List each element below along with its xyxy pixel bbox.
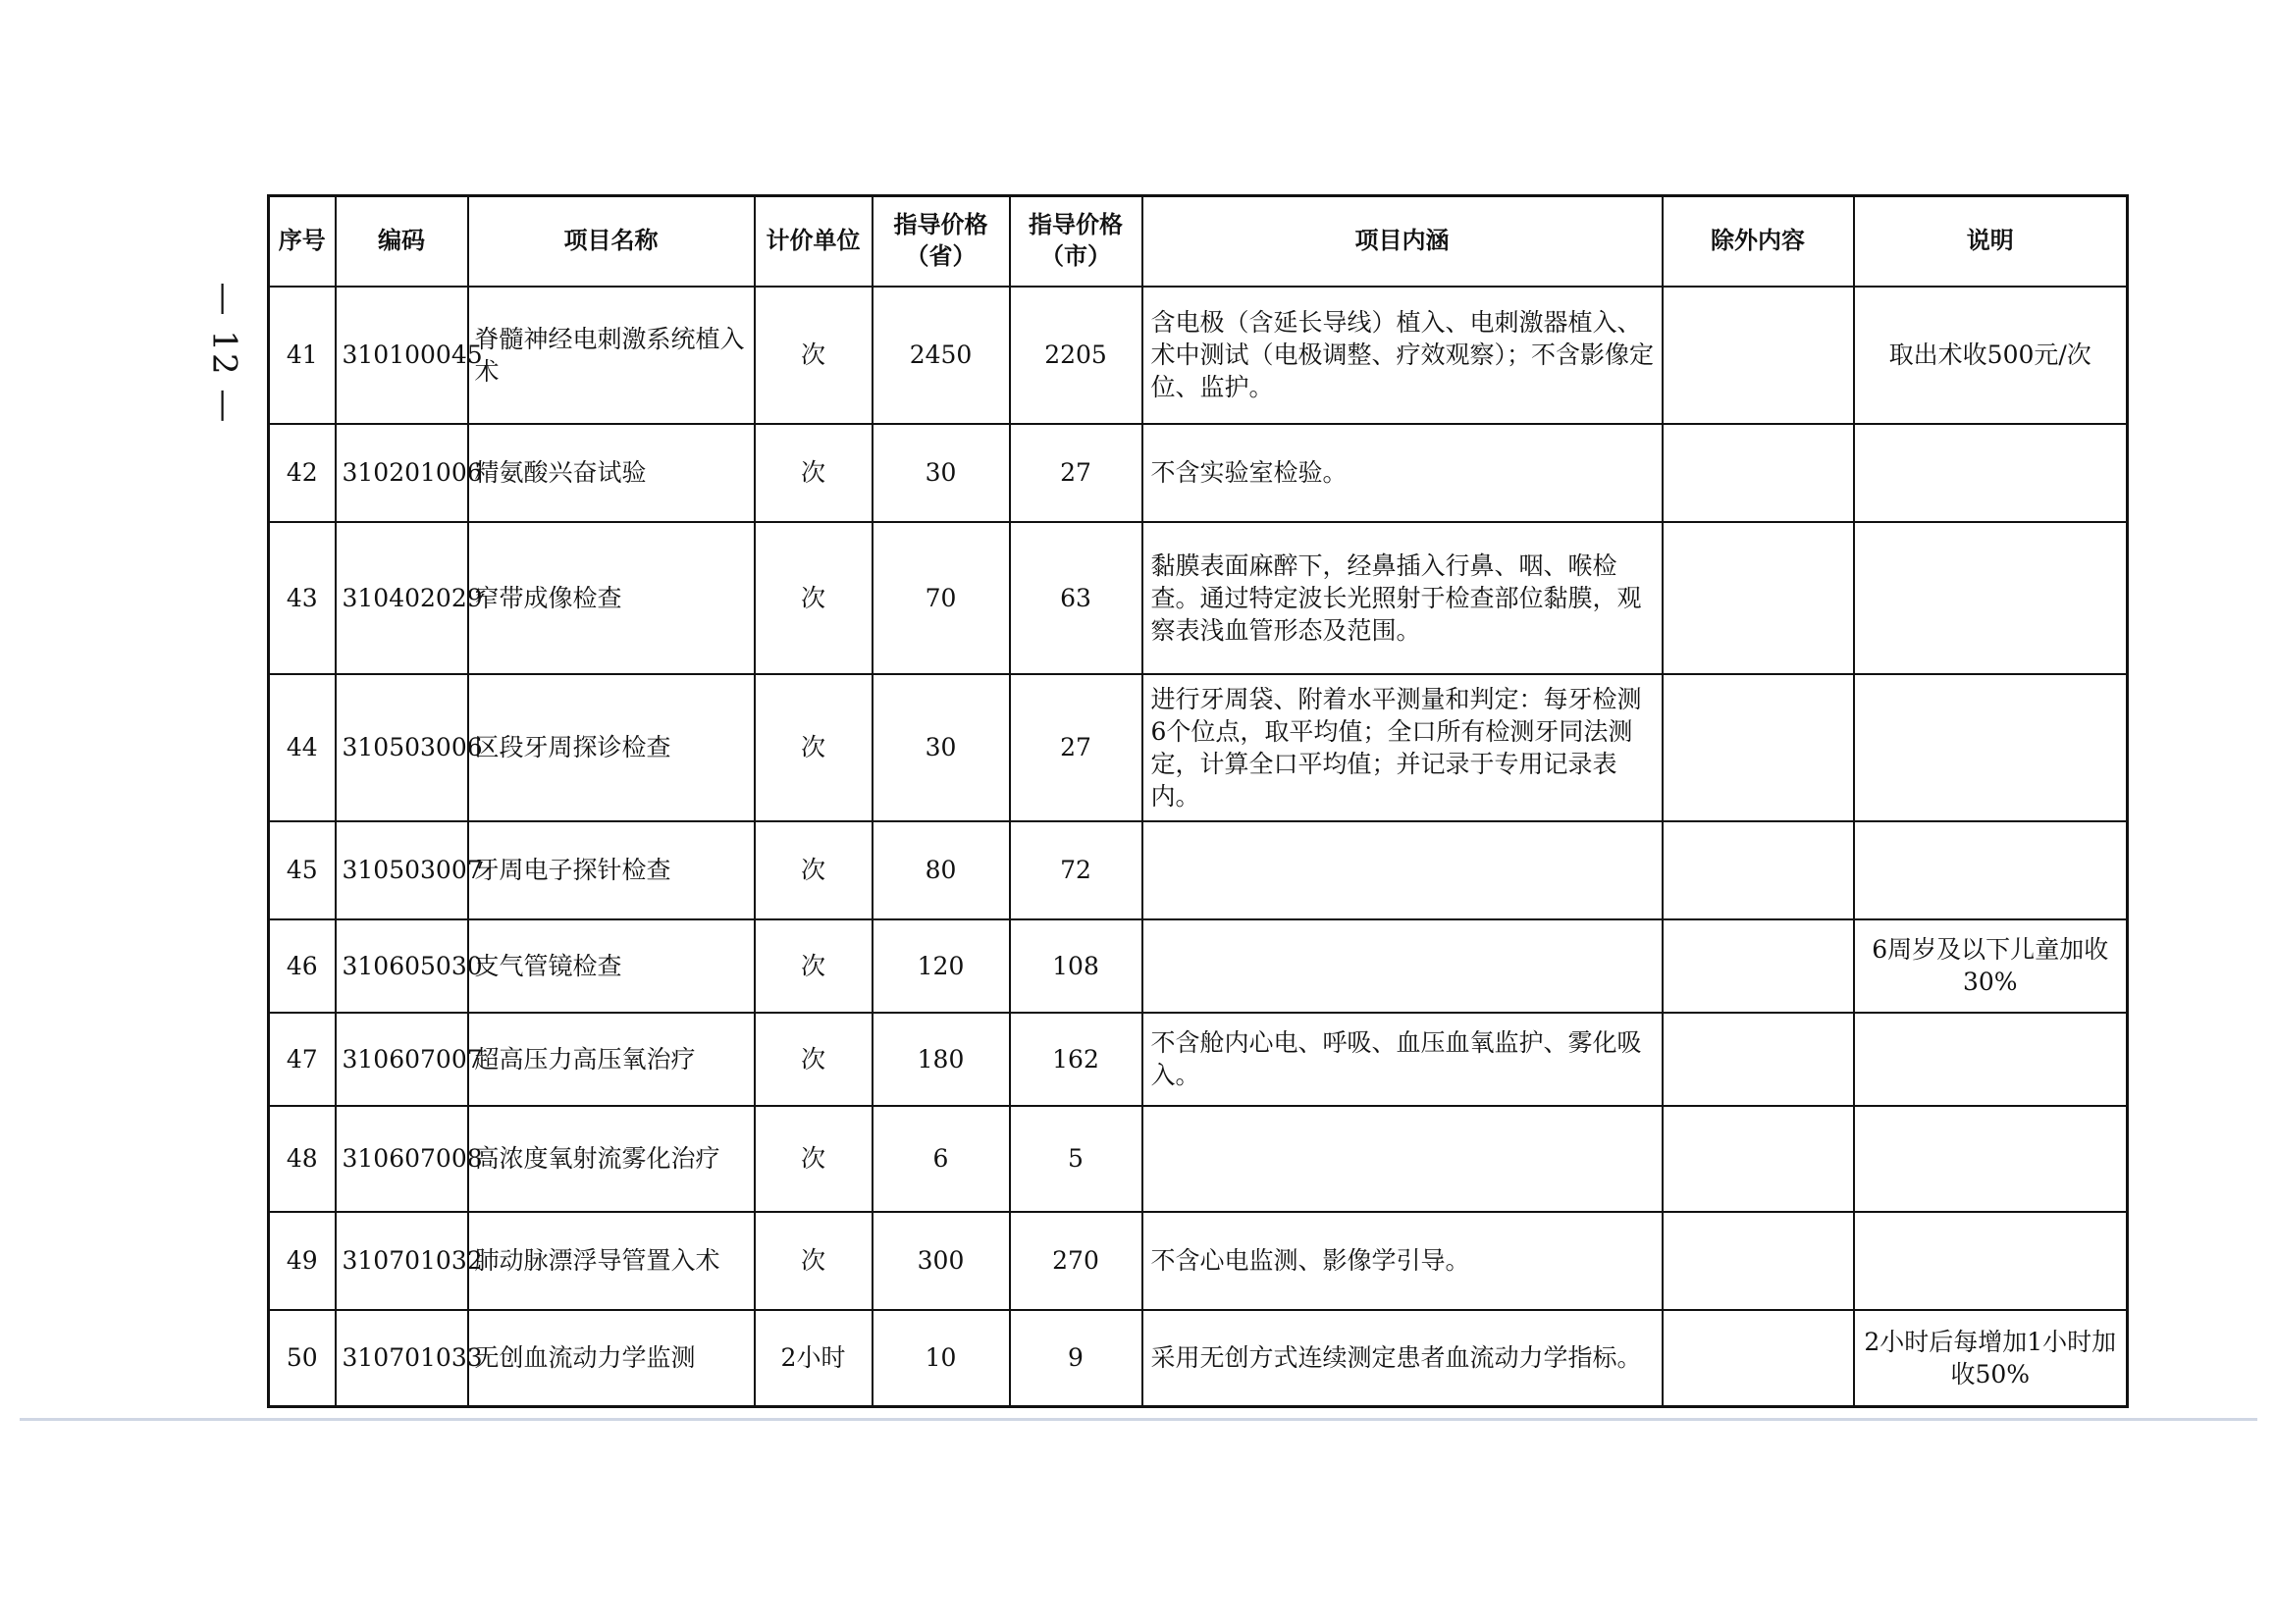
- cell-unit: 2小时: [755, 1310, 873, 1407]
- header-exclusions: 除外内容: [1663, 196, 1854, 287]
- cell-unit: 次: [755, 1212, 873, 1310]
- cell-unit: 次: [755, 919, 873, 1013]
- cell-notes: [1854, 1106, 2128, 1212]
- cell-price-province: 80: [873, 821, 1010, 919]
- cell-exclusions: [1663, 821, 1854, 919]
- header-code: 编码: [336, 196, 468, 287]
- table-row: [269, 674, 2128, 821]
- cell-exclusions: [1663, 919, 1854, 1013]
- cell-content: 采用无创方式连续测定患者血流动力学指标。: [1142, 1310, 1663, 1407]
- table-row: [269, 287, 2128, 424]
- cell-name: 牙周电子探针检查: [468, 821, 755, 919]
- cell-name: 脊髓神经电刺激系统植入术: [468, 287, 755, 424]
- cell-seq: 43: [269, 522, 336, 674]
- header-price-province: 指导价格（省）: [873, 196, 1010, 287]
- cell-notes: [1854, 674, 2128, 821]
- cell-code: 310605030: [336, 919, 468, 1013]
- cell-price-city: 108: [1010, 919, 1142, 1013]
- page-bottom-rule: [20, 1418, 2257, 1421]
- cell-price-province: 6: [873, 1106, 1010, 1212]
- header-seq: 序号: [269, 196, 336, 287]
- cell-price-city: 63: [1010, 522, 1142, 674]
- header-notes: 说明: [1854, 196, 2128, 287]
- cell-seq: 44: [269, 674, 336, 821]
- cell-notes: 取出术收500元/次: [1854, 287, 2128, 424]
- cell-price-city: 27: [1010, 674, 1142, 821]
- cell-unit: 次: [755, 424, 873, 522]
- cell-notes: [1854, 1013, 2128, 1106]
- cell-price-city: 9: [1010, 1310, 1142, 1407]
- cell-exclusions: [1663, 674, 1854, 821]
- cell-name: 窄带成像检查: [468, 522, 755, 674]
- cell-exclusions: [1663, 1212, 1854, 1310]
- cell-seq: 47: [269, 1013, 336, 1106]
- cell-exclusions: [1663, 1310, 1854, 1407]
- cell-price-city: 270: [1010, 1212, 1142, 1310]
- cell-content: 黏膜表面麻醉下，经鼻插入行鼻、咽、喉检查。通过特定波长光照射于检查部位黏膜，观察表浅血管形态及范围。: [1142, 522, 1663, 674]
- cell-seq: 48: [269, 1106, 336, 1212]
- cell-content: [1142, 821, 1663, 919]
- cell-notes: [1854, 424, 2128, 522]
- cell-seq: 50: [269, 1310, 336, 1407]
- cell-notes: [1854, 821, 2128, 919]
- cell-exclusions: [1663, 522, 1854, 674]
- page-number: — 12 —: [204, 282, 244, 425]
- cell-price-province: 10: [873, 1310, 1010, 1407]
- cell-exclusions: [1663, 287, 1854, 424]
- cell-seq: 42: [269, 424, 336, 522]
- cell-unit: 次: [755, 1013, 873, 1106]
- cell-code: 310503006: [336, 674, 468, 821]
- cell-code: 310100045: [336, 287, 468, 424]
- cell-name: 精氨酸兴奋试验: [468, 424, 755, 522]
- cell-unit: 次: [755, 674, 873, 821]
- table-row: [269, 1310, 2128, 1407]
- header-unit: 计价单位: [755, 196, 873, 287]
- cell-price-city: 72: [1010, 821, 1142, 919]
- cell-content: 进行牙周袋、附着水平测量和判定：每牙检测6个位点，取平均值；全口所有检测牙同法测定，计算全口平均值；并记录于专用记录表内。: [1142, 674, 1663, 821]
- header-content: 项目内涵: [1142, 196, 1663, 287]
- cell-content: [1142, 1106, 1663, 1212]
- cell-code: 310607008: [336, 1106, 468, 1212]
- cell-name: 支气管镜检查: [468, 919, 755, 1013]
- table-row: [269, 424, 2128, 522]
- table-row: [269, 1212, 2128, 1310]
- price-table: [267, 194, 2129, 1408]
- cell-notes: [1854, 1212, 2128, 1310]
- cell-price-province: 180: [873, 1013, 1010, 1106]
- cell-notes: 6周岁及以下儿童加收30%: [1854, 919, 2128, 1013]
- cell-price-city: 5: [1010, 1106, 1142, 1212]
- cell-name: 高浓度氧射流雾化治疗: [468, 1106, 755, 1212]
- cell-content: [1142, 919, 1663, 1013]
- cell-code: 310701033: [336, 1310, 468, 1407]
- cell-code: 310607007: [336, 1013, 468, 1106]
- cell-code: 310503007: [336, 821, 468, 919]
- cell-content: 含电极（含延长导线）植入、电刺激器植入、术中测试（电极调整、疗效观察）；不含影像定位、监护。: [1142, 287, 1663, 424]
- header-name: 项目名称: [468, 196, 755, 287]
- cell-unit: 次: [755, 821, 873, 919]
- cell-unit: 次: [755, 287, 873, 424]
- cell-exclusions: [1663, 1106, 1854, 1212]
- cell-name: 无创血流动力学监测: [468, 1310, 755, 1407]
- cell-seq: 45: [269, 821, 336, 919]
- cell-notes: 2小时后每增加1小时加收50%: [1854, 1310, 2128, 1407]
- cell-code: 310701032: [336, 1212, 468, 1310]
- cell-price-province: 2450: [873, 287, 1010, 424]
- cell-notes: [1854, 522, 2128, 674]
- cell-seq: 46: [269, 919, 336, 1013]
- cell-price-city: 162: [1010, 1013, 1142, 1106]
- cell-content: 不含舱内心电、呼吸、血压血氧监护、雾化吸入。: [1142, 1013, 1663, 1106]
- cell-price-province: 300: [873, 1212, 1010, 1310]
- cell-content: 不含实验室检验。: [1142, 424, 1663, 522]
- table-header-row: [269, 196, 2128, 287]
- cell-name: 肺动脉漂浮导管置入术: [468, 1212, 755, 1310]
- cell-unit: 次: [755, 1106, 873, 1212]
- header-price-city: 指导价格（市）: [1010, 196, 1142, 287]
- cell-code: 310201006: [336, 424, 468, 522]
- table-row: [269, 522, 2128, 674]
- cell-price-city: 27: [1010, 424, 1142, 522]
- table-row: [269, 1106, 2128, 1212]
- cell-code: 310402029: [336, 522, 468, 674]
- cell-unit: 次: [755, 522, 873, 674]
- table-row: [269, 1013, 2128, 1106]
- cell-exclusions: [1663, 424, 1854, 522]
- cell-price-province: 30: [873, 674, 1010, 821]
- cell-price-province: 30: [873, 424, 1010, 522]
- table-row: [269, 821, 2128, 919]
- cell-name: 超高压力高压氧治疗: [468, 1013, 755, 1106]
- table-row: [269, 919, 2128, 1013]
- cell-price-province: 120: [873, 919, 1010, 1013]
- cell-exclusions: [1663, 1013, 1854, 1106]
- cell-content: 不含心电监测、影像学引导。: [1142, 1212, 1663, 1310]
- cell-name: 区段牙周探诊检查: [468, 674, 755, 821]
- cell-seq: 49: [269, 1212, 336, 1310]
- cell-price-city: 2205: [1010, 287, 1142, 424]
- cell-price-province: 70: [873, 522, 1010, 674]
- cell-seq: 41: [269, 287, 336, 424]
